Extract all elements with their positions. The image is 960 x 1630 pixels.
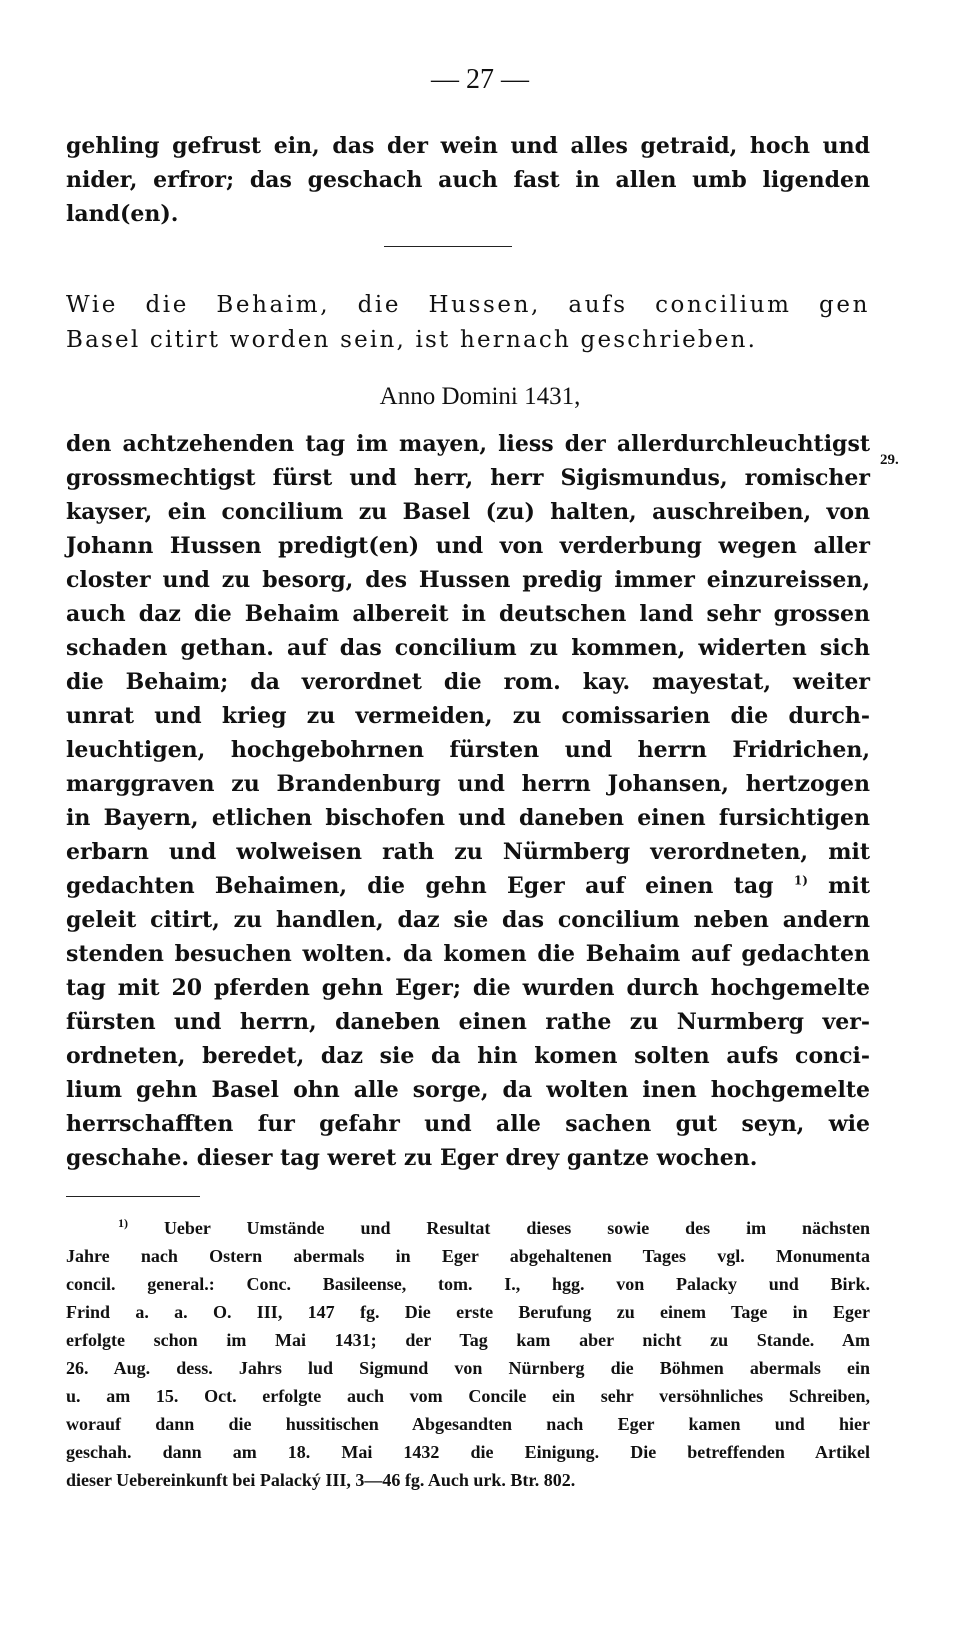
- body-line-7: schaden gethan. auf das concilium zu kommen, widerten sich: [66, 635, 870, 661]
- body-line-17: tag mit 20 pferden gehn Eger; die wurden durch hochgemelte: [66, 975, 870, 1001]
- intro-line-1: gehling gefrust ein, das der wein und alles getraid, hoch und: [66, 133, 870, 159]
- section-heading-line-1: Wie die Behaim, die Hussen, aufs concilium gen: [66, 292, 870, 318]
- footnote-line-1-text: Ueber Umstände und Resultat dieses sowie des im nächsten: [163, 1218, 871, 1238]
- page-number: — 27 —: [431, 64, 529, 95]
- body-line-18: fürsten und herrn, daneben einen rathe zu Nurmberg ver-: [66, 1009, 870, 1035]
- body-line-13: erbarn und wolweisen rath zu Nürmberg verordneten, mit: [66, 839, 870, 865]
- body-line-9: unrat und krieg zu vermeiden, zu comissarien die durch-: [66, 703, 870, 729]
- body-line-16: stenden besuchen wolten. da komen die Behaim auf gedachten: [66, 941, 870, 967]
- anno-domini-heading: Anno Domini 1431,: [379, 383, 581, 410]
- body-line-2: grossmechtigst fürst und herr, herr Sigismundus, romischer: [66, 465, 870, 491]
- intro-line-2: nider, erfror; das geschach auch fast in allen umb ligenden: [66, 167, 870, 193]
- body-line-15: geleit citirt, zu handlen, daz sie das concilium neben andern: [66, 907, 870, 933]
- body-line-11: marggraven zu Brandenburg und herrn Johansen, hertzogen: [66, 771, 870, 797]
- footnote-line-10: dieser Uebereinkunft bei Palacký III, 3—46 fg. Auch urk. Btr. 802.: [66, 1470, 576, 1490]
- footnote-line-2: Jahre nach Ostern abermals in Eger abgehaltenen Tages vgl. Monumenta: [66, 1246, 870, 1266]
- footnote-mark: 1): [118, 1216, 128, 1230]
- footnote-line-5: erfolgte schon im Mai 1431; der Tag kam aber nicht zu Stande. Am: [66, 1330, 870, 1350]
- body-line-5: closter und zu besorg, des Hussen predig immer einzureissen,: [66, 567, 870, 593]
- body-line-1: den achtzehenden tag im mayen, liess der allerdurchleuchtigst: [66, 431, 870, 457]
- section-divider: [384, 246, 512, 247]
- footnote-line-7: u. am 15. Oct. erfolgte auch vom Concile ein sehr versöhnliches Schreiben,: [66, 1386, 870, 1406]
- body-line-4: Johann Hussen predigt(en) und von verderbung wegen aller: [66, 533, 870, 559]
- body-line-20: lium gehn Basel ohn alle sorge, da wolten inen hochgemelte: [66, 1077, 870, 1103]
- body-line-14-text: gedachten Behaimen, die gehn Eger auf einen tag: [66, 873, 774, 899]
- footnote-line-4: Frind a. a. O. III, 147 fg. Die erste Berufung zu einem Tage in Eger: [66, 1302, 870, 1322]
- section-heading-line-2: Basel citirt worden sein, ist hernach geschrieben.: [66, 327, 758, 353]
- body-line-14-tail: mit: [807, 873, 870, 899]
- footnote-line-6: 26. Aug. dess. Jahrs lud Sigmund von Nürnberg die Böhmen abermals ein: [66, 1358, 870, 1378]
- footnote-line-3: concil. general.: Conc. Basileense, tom. I., hgg. von Palacky und Birk.: [66, 1274, 870, 1294]
- footnote-reference[interactable]: 1): [793, 873, 808, 888]
- footnote-divider: [66, 1196, 200, 1197]
- intro-line-3: land(en).: [66, 201, 179, 227]
- body-line-21: herrschafften fur gefahr und alle sachen gut seyn, wie: [66, 1111, 870, 1137]
- footnote-line-8: worauf dann die hussitischen Abgesandten nach Eger kamen und hier: [66, 1414, 870, 1434]
- footnote-line-9: geschah. dann am 18. Mai 1432 die Einigung. Die betreffenden Artikel: [66, 1442, 870, 1462]
- body-line-10: leuchtigen, hochgebohrnen fürsten und herrn Fridrichen,: [66, 737, 870, 763]
- footnote-line-1: [118, 1216, 870, 1240]
- body-line-19: ordneten, beredet, daz sie da hin komen solten aufs conci-: [66, 1043, 870, 1069]
- body-line-6: auch daz die Behaim albereit in deutschen land sehr grossen: [66, 601, 870, 627]
- body-line-12: in Bayern, etlichen bischofen und daneben einen fursichtigen: [66, 805, 870, 831]
- body-line-14: [66, 872, 870, 900]
- margin-note: 29.: [880, 452, 899, 468]
- body-line-22: geschahe. dieser tag weret zu Eger drey gantze wochen.: [66, 1145, 758, 1171]
- body-line-3: kayser, ein concilium zu Basel (zu) halten, auschreiben, von: [66, 499, 870, 525]
- body-line-8: die Behaim; da verordnet die rom. kay. mayestat, weiter: [66, 669, 870, 695]
